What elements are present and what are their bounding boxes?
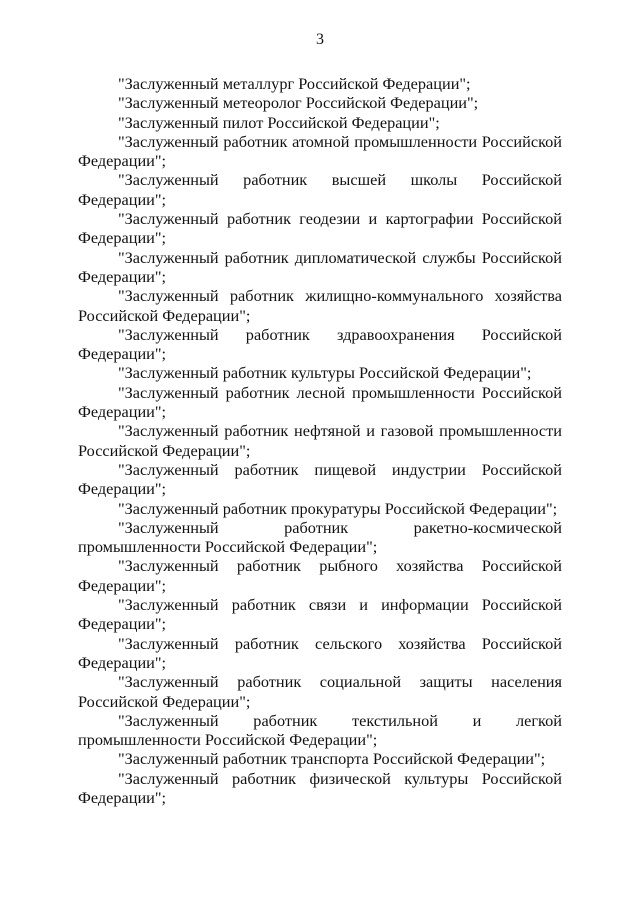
list-item: "Заслуженный работник ракетно-космической промышленности Российской Федерации"; (78, 517, 562, 557)
list-item: "Заслуженный работник текстильной и легкой промышленности Российской Федерации"; (78, 710, 562, 750)
document-body (78, 74, 562, 807)
list-item: "Заслуженный работник прокуратуры Российской Федерации"; (118, 498, 558, 518)
list-item: "Заслуженный работник связи и информации Российской Федерации"; (78, 595, 562, 634)
list-item: "Заслуженный работник высшей школы Российской Федерации"; (78, 170, 562, 209)
page-number: 3 (316, 31, 324, 48)
list-item: "Заслуженный работник лесной промышленности Российской Федерации"; (78, 382, 562, 422)
list-item: "Заслуженный метеоролог Российской Федерации"; (118, 93, 479, 113)
list-item: "Заслуженный работник социальной защиты населения Российской Федерации"; (78, 672, 562, 711)
list-item: "Заслуженный работник жилищно-коммунального хозяйства Российской Федерации"; (78, 286, 562, 325)
list-item: "Заслуженный работник культуры Российской Федерации"; (118, 363, 532, 383)
list-item: "Заслуженный работник атомной промышленности Российской Федерации"; (78, 131, 562, 171)
list-item: "Заслуженный работник здравоохранения Российской Федерации"; (78, 324, 562, 364)
list-item: "Заслуженный работник дипломатической службы Российской Федерации"; (78, 247, 562, 286)
list-item: "Заслуженный работник рыбного хозяйства Российской Федерации"; (78, 556, 562, 595)
list-item: "Заслуженный работник сельского хозяйства Российской Федерации"; (78, 633, 562, 672)
list-item: "Заслуженный работник физической культуры Российской Федерации"; (78, 768, 562, 807)
list-item: "Заслуженный металлург Российской Федерации"; (118, 74, 471, 93)
list-item: "Заслуженный работник нефтяной и газовой промышленности Российской Федерации"; (78, 421, 562, 460)
list-item: "Заслуженный работник транспорта Российской Федерации"; (118, 749, 546, 769)
list-item: "Заслуженный работник геодезии и картографии Российской Федерации"; (78, 209, 562, 248)
list-item: "Заслуженный работник пищевой индустрии Российской Федерации"; (78, 459, 562, 499)
list-item: "Заслуженный пилот Российской Федерации"; (118, 112, 440, 132)
